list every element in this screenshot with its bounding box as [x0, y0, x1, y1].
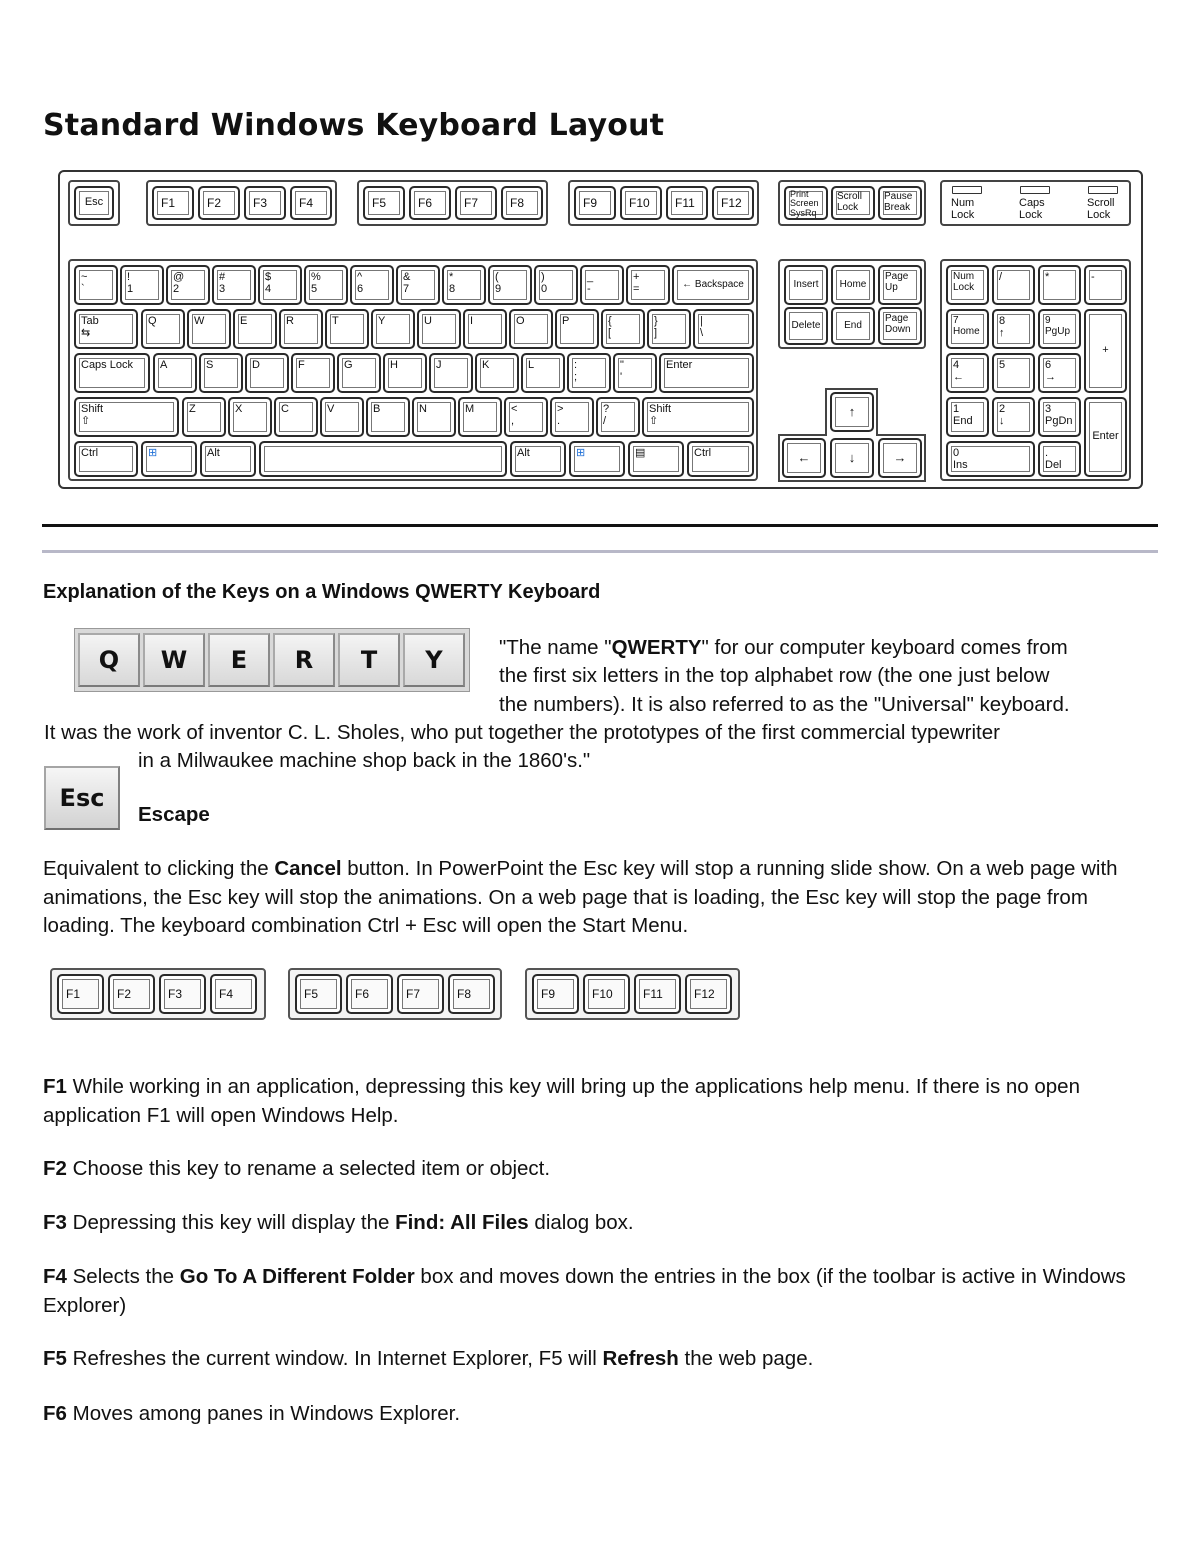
f1-text: While working in an application, depressing this key will bring up the applications help menu. If there is no open application F1 will open Windows Help.	[43, 1075, 1080, 1127]
key-r: R	[279, 309, 323, 349]
f5-f8-image	[288, 968, 502, 1020]
fimg-key-f1: F1	[57, 974, 104, 1014]
key-f9: F9	[574, 186, 616, 220]
page-title: Standard Windows Keyboard Layout	[43, 108, 665, 143]
key-right-shift: Shift ⇧	[642, 397, 754, 437]
scroll-lock-led	[1088, 186, 1118, 194]
key-print-screen: Print Screen SysRq	[784, 186, 828, 220]
esc-group	[68, 180, 120, 226]
quote-line-2: the first six letters in the top alphabet row (the one just below	[499, 664, 1050, 687]
quote-line-5: in a Milwaukee machine shop back in the 1860's."	[138, 749, 591, 772]
key-num-9: 9 PgUp	[1038, 309, 1081, 349]
f9-f12-image	[525, 968, 740, 1020]
key-b: B	[366, 397, 410, 437]
key-esc: Esc	[74, 186, 114, 220]
f5-f8-group	[357, 180, 548, 226]
key-f5: F5	[363, 186, 405, 220]
key-f1: F1	[152, 186, 194, 220]
f4-bold: Go To A Different Folder	[179, 1265, 415, 1288]
key-u: U	[417, 309, 461, 349]
key-s: S	[199, 353, 243, 393]
key-m: M	[458, 397, 502, 437]
key-enter: Enter	[659, 353, 754, 393]
key-num-5: 5	[992, 353, 1035, 393]
quote-text: "The name "	[499, 636, 612, 659]
fimg-key-f2: F2	[108, 974, 155, 1014]
key-7: & 7	[396, 265, 440, 305]
key-comma: < ,	[504, 397, 548, 437]
caps-lock-label: Caps Lock	[1019, 197, 1045, 222]
key-num-0: 0 Ins	[946, 441, 1035, 477]
key-num-decimal: . Del	[1038, 441, 1081, 477]
key-num-plus: +	[1084, 309, 1127, 393]
key-arrow-up: ↑	[830, 392, 874, 432]
key-i: I	[463, 309, 507, 349]
key-c: C	[274, 397, 318, 437]
system-keys-group	[778, 180, 926, 226]
escape-text: Equivalent to clicking the	[43, 857, 275, 880]
key-g: G	[337, 353, 381, 393]
section-heading: Explanation of the Keys on a Windows QWERTY Keyboard	[43, 581, 601, 603]
key-y: Y	[371, 309, 415, 349]
key-num-enter: Enter	[1084, 397, 1127, 477]
escape-text: button. In PowerPoint the Esc key will stop a running slide show. On a web page with animations, the Esc key will stop the animations. On a web page that is loading, the Esc key will stop the page from loading. The keyboard combination Ctrl + Esc will open the Start Menu.	[43, 857, 1118, 937]
key-page-down: Page Down	[878, 307, 922, 345]
key-left-windows: ⊞	[141, 441, 197, 477]
key-num-3: 3 PgDn	[1038, 397, 1081, 437]
key-left-ctrl: Ctrl	[74, 441, 138, 477]
key-l: L	[521, 353, 565, 393]
key-arrow-right: →	[878, 438, 922, 478]
f3-bold: Find: All Files	[395, 1211, 529, 1234]
f1-label: F1	[43, 1075, 67, 1098]
key-num-lock: Num Lock	[946, 265, 989, 305]
key-f: F	[291, 353, 335, 393]
num-lock-led	[952, 186, 982, 194]
main-key-block	[68, 259, 758, 481]
f4-label: F4	[43, 1265, 67, 1288]
fimg-key-f10: F10	[583, 974, 630, 1014]
key-right-ctrl: Ctrl	[687, 441, 754, 477]
f2-label: F2	[43, 1157, 67, 1180]
quote-line-1	[499, 634, 1068, 663]
key-home: Home	[831, 265, 875, 305]
f3-label: F3	[43, 1211, 67, 1234]
num-lock-label: Num Lock	[951, 197, 975, 222]
f9-f12-group	[568, 180, 759, 226]
quote-line-3: the numbers). It is also referred to as the "Universal" keyboard.	[499, 693, 1070, 716]
caps-lock-led	[1020, 186, 1050, 194]
key-o: O	[509, 309, 553, 349]
key-slash: ? /	[596, 397, 640, 437]
scroll-lock-label: Scroll Lock	[1087, 197, 1115, 222]
key-9: ( 9	[488, 265, 532, 305]
key-j: J	[429, 353, 473, 393]
key-period: > .	[550, 397, 594, 437]
fimg-key-f3: F3	[159, 974, 206, 1014]
key-num-7: 7 Home	[946, 309, 989, 349]
key-num-8: 8 ↑	[992, 309, 1035, 349]
f5-label: F5	[43, 1347, 67, 1370]
key-w: W	[187, 309, 231, 349]
qwerty-key-q: Q	[78, 633, 140, 687]
f5-bold: Refresh	[602, 1347, 679, 1370]
key-5: % 5	[304, 265, 348, 305]
key-tilde: ~ `	[74, 265, 118, 305]
f2-description	[43, 1155, 1163, 1184]
f4-description	[43, 1263, 1163, 1320]
key-num-divide: /	[992, 265, 1035, 305]
qwerty-key-t: T	[338, 633, 400, 687]
key-f7: F7	[455, 186, 497, 220]
key-end: End	[831, 307, 875, 345]
f6-label: F6	[43, 1402, 67, 1425]
numpad-block	[940, 259, 1131, 481]
divider-dark	[42, 524, 1158, 527]
fimg-key-f12: F12	[685, 974, 732, 1014]
key-quote: " '	[613, 353, 657, 393]
key-e: E	[233, 309, 277, 349]
key-menu: ▤	[628, 441, 684, 477]
key-z: Z	[182, 397, 226, 437]
f1-f4-image	[50, 968, 266, 1020]
key-num-6: 6 →	[1038, 353, 1081, 393]
f5-text-end: the web page.	[678, 1347, 814, 1370]
escape-heading: Escape	[138, 803, 210, 826]
fimg-key-f5: F5	[295, 974, 342, 1014]
qwerty-key-w: W	[143, 633, 205, 687]
key-equals: + =	[626, 265, 670, 305]
key-spacebar	[259, 441, 507, 477]
fimg-key-f9: F9	[532, 974, 579, 1014]
key-semicolon: : ;	[567, 353, 611, 393]
key-backspace: ← Backspace	[672, 265, 754, 305]
key-f10: F10	[620, 186, 662, 220]
key-delete: Delete	[784, 307, 828, 345]
key-4: $ 4	[258, 265, 302, 305]
key-pause-break: Pause Break	[878, 186, 922, 220]
qwerty-key-e: E	[208, 633, 270, 687]
key-num-2: 2 ↓	[992, 397, 1035, 437]
f5-description	[43, 1345, 1163, 1374]
fimg-key-f11: F11	[634, 974, 681, 1014]
arrow-key-block	[778, 388, 926, 482]
escape-cancel-bold: Cancel	[274, 857, 342, 880]
key-t: T	[325, 309, 369, 349]
key-right-windows: ⊞	[569, 441, 625, 477]
qwerty-key-r: R	[273, 633, 335, 687]
key-num-4: 4 ←	[946, 353, 989, 393]
quote-line-4: It was the work of inventor C. L. Sholes, who put together the prototypes of the first commercial typewriter	[44, 721, 1000, 744]
key-h: H	[383, 353, 427, 393]
key-q: Q	[141, 309, 185, 349]
key-d: D	[245, 353, 289, 393]
divider-light	[42, 550, 1158, 553]
key-v: V	[320, 397, 364, 437]
key-tab: Tab ⇆	[74, 309, 138, 349]
escape-description	[43, 855, 1163, 941]
f1-description	[43, 1073, 1163, 1130]
key-6: ^ 6	[350, 265, 394, 305]
key-f11: F11	[666, 186, 708, 220]
f4-text: Selects the	[66, 1265, 180, 1288]
key-num-multiply: *	[1038, 265, 1081, 305]
qwerty-keys-image	[74, 628, 470, 692]
f3-text-end: dialog box.	[528, 1211, 634, 1234]
key-2: @ 2	[166, 265, 210, 305]
key-f12: F12	[712, 186, 754, 220]
key-f6: F6	[409, 186, 451, 220]
key-a: A	[153, 353, 197, 393]
f1-f4-group	[146, 180, 337, 226]
key-page-up: Page Up	[878, 265, 922, 305]
f3-text: Depressing this key will display the	[66, 1211, 396, 1234]
key-backslash: | \	[693, 309, 754, 349]
f6-text: Moves among panes in Windows Explorer.	[72, 1402, 461, 1425]
qwerty-key-y: Y	[403, 633, 465, 687]
lock-indicators	[940, 180, 1131, 226]
f4-text-end: box and moves down the entries in the box (if the toolbar is active in Windows Explorer)	[43, 1265, 1126, 1317]
key-num-minus: -	[1084, 265, 1127, 305]
key-num-1: 1 End	[946, 397, 989, 437]
key-insert: Insert	[784, 265, 828, 305]
nav-key-block	[778, 259, 926, 349]
key-arrow-left: ←	[782, 438, 826, 478]
keyboard-diagram	[58, 170, 1143, 489]
key-f8: F8	[501, 186, 543, 220]
key-f4: F4	[290, 186, 332, 220]
key-n: N	[412, 397, 456, 437]
key-1: ! 1	[120, 265, 164, 305]
key-p: P	[555, 309, 599, 349]
quote-text: " for our computer keyboard comes from	[701, 636, 1068, 659]
key-scroll-lock: Scroll Lock	[831, 186, 875, 220]
f5-text: Refreshes the current window. In Internet Explorer, F5 will	[72, 1347, 603, 1370]
f6-description	[43, 1400, 1163, 1429]
key-f3: F3	[244, 186, 286, 220]
key-f2: F2	[198, 186, 240, 220]
fimg-key-f4: F4	[210, 974, 257, 1014]
key-arrow-down: ↓	[830, 438, 874, 478]
fimg-key-f7: F7	[397, 974, 444, 1014]
key-right-bracket: } ]	[647, 309, 691, 349]
key-8: * 8	[442, 265, 486, 305]
key-3: # 3	[212, 265, 256, 305]
esc-key-image: Esc	[44, 766, 120, 830]
key-x: X	[228, 397, 272, 437]
fimg-key-f6: F6	[346, 974, 393, 1014]
key-caps-lock: Caps Lock	[74, 353, 150, 393]
f2-text: Choose this key to rename a selected item or object.	[66, 1157, 551, 1180]
key-0: ) 0	[534, 265, 578, 305]
f3-description	[43, 1209, 1163, 1238]
fimg-key-f8: F8	[448, 974, 495, 1014]
key-k: K	[475, 353, 519, 393]
key-left-bracket: { [	[601, 309, 645, 349]
key-left-alt: Alt	[200, 441, 256, 477]
key-right-alt: Alt	[510, 441, 566, 477]
key-left-shift: Shift ⇧	[74, 397, 179, 437]
quote-qwerty-bold: QWERTY	[611, 636, 702, 659]
key-minus: _ -	[580, 265, 624, 305]
